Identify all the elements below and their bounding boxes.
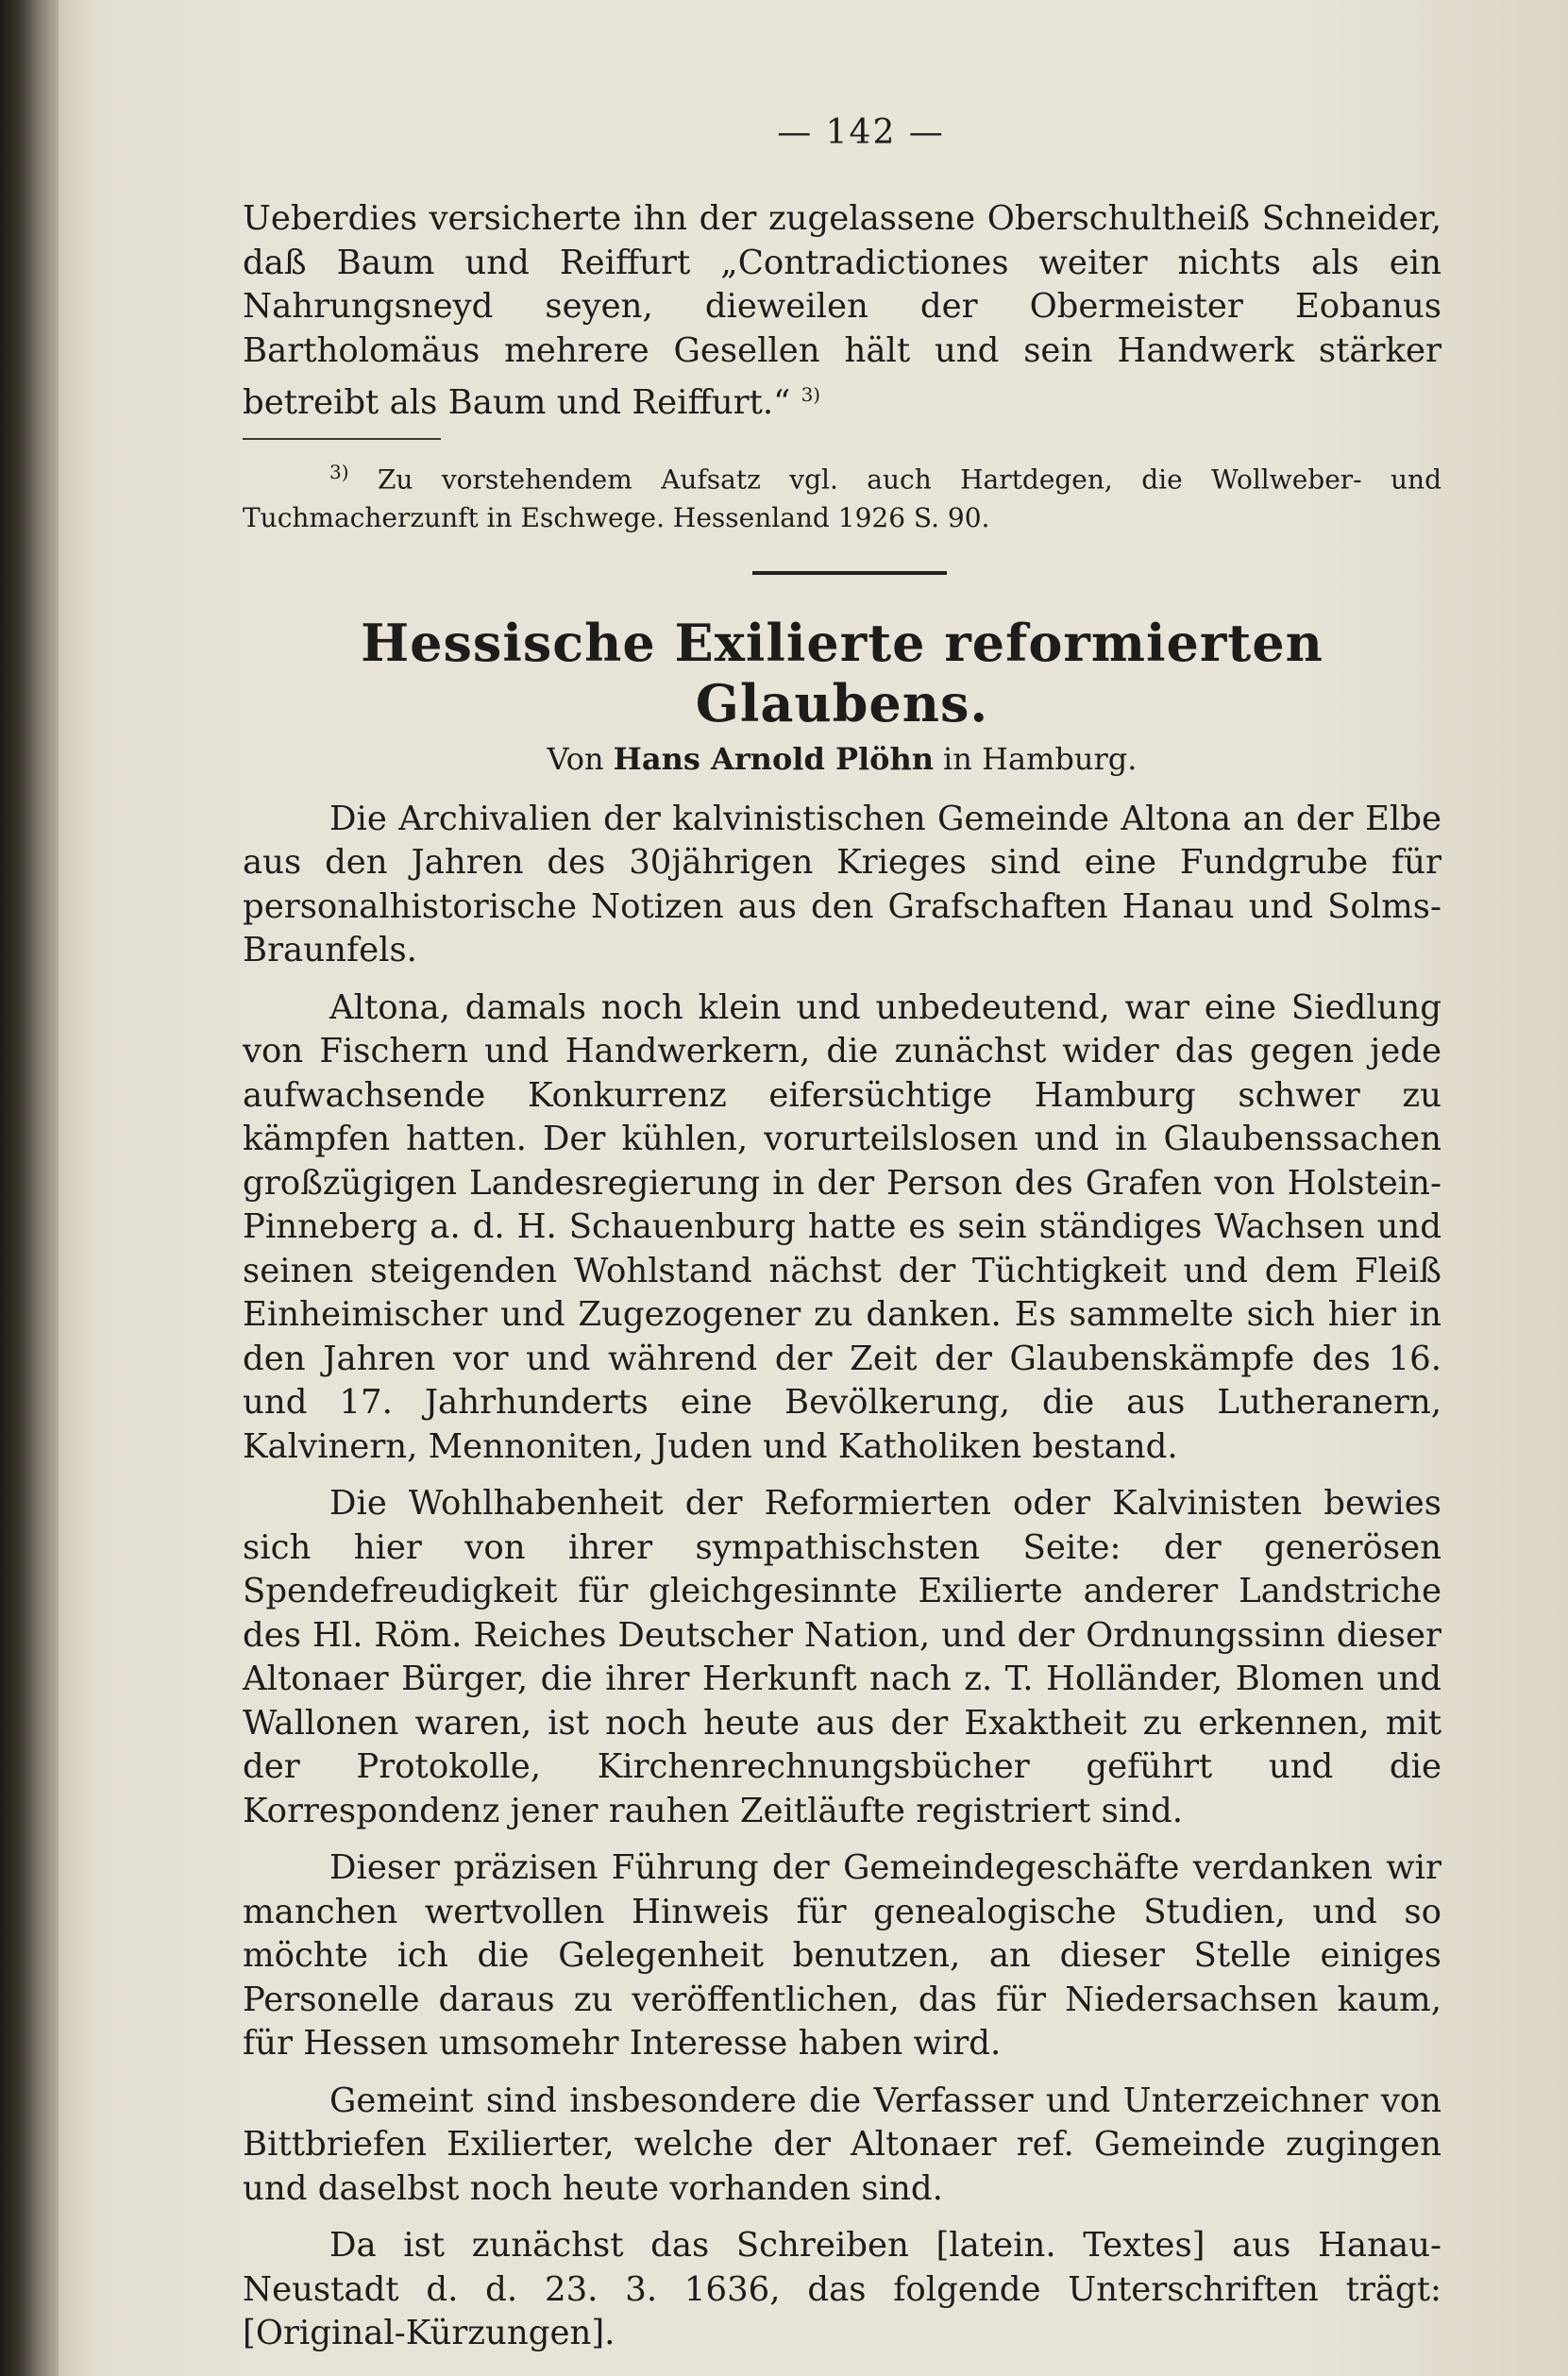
article-paragraph-1: Die Archivalien der kalvinistischen Gemeinde Altona an der Elbe aus den Jahren des 30jährigen Krieges sind eine Fundgrube für personalhistorische Notizen aus den Grafschaften Hanau und Solms-Braunfels.	[243, 799, 1442, 970]
footnote	[243, 453, 1442, 536]
footnote-divider	[243, 438, 441, 440]
article-byline	[243, 741, 1442, 777]
article-paragraph-6: Da ist zunächst das Schreiben [latein. Textes] aus Hanau-Neustadt d. d. 23. 3. 1636, das folgende Unterschriften trägt: [Original-Kürzungen].	[243, 2226, 1442, 2353]
page-number: — 142 —	[777, 113, 945, 152]
article-paragraph-2: Altona, damals noch klein und unbedeutend, war eine Siedlung von Fischern und Handwerkern, die zunächst wider das gegen jede aufwachsende Konkurrenz eifersüchtige Hamburg schwer zu kämpfen hatten. Der kühlen, vorurteilslosen und in Glaubenssachen großzügigen Landesregierung in der Person des Grafen von Holstein-Pinneberg a. d. H. Schauenburg hatte es sein ständiges Wachsen und seinen steigenden Wohlstand nächst der Tüchtigkeit und dem Fleiß Einheimischer und Zugezogener zu danken. Es sammelte sich hier in den Jahren vor und während der Zeit der Glaubenskämpfe des 16. und 17. Jahrhunderts eine Bevölkerung, die aus Lutheranern, Kalvinern, Mennoniten, Juden und Katholiken bestand.	[243, 987, 1442, 1466]
intro-paragraph-text: Ueberdies versicherte ihn der zugelassene Oberschultheiß Schneider, daß Baum und Reiffurt „Contradictiones weiter nichts als ein Nahrungsneyd seyen, dieweilen der Obermeister Eobanus Bartholomäus mehrere Gesellen hält und sein Handwerk stärker betreibt als Baum und Reiffurt.“	[243, 199, 1442, 422]
intro-paragraph	[243, 197, 1442, 425]
article-title: Hessische Exilierte reformierten Glaubens.	[361, 612, 1324, 733]
footnote-reference: 3)	[801, 383, 821, 406]
byline-prefix: Von	[547, 740, 604, 777]
byline-suffix: in Hamburg.	[943, 740, 1138, 777]
footnote-text: Zu vorstehendem Aufsatz vgl. auch Hartdegen, die Wollweber- und Tuchmacherzunft in Eschwege. Hessenland 1926 S. 90.	[243, 463, 1442, 533]
footnote-mark: 3)	[329, 461, 349, 484]
book-page	[59, 0, 1568, 2376]
section-separator	[752, 571, 947, 575]
byline-author: Hans Arnold Plöhn	[613, 740, 935, 777]
article-paragraph-3: Die Wohlhabenheit der Reformierten oder Kalvinisten bewies sich hier von ihrer sympathischsten Seite: der generösen Spendefreudigkeit für gleichgesinnte Exilierte anderer Landstriche des Hl. Röm. Reiches Deutscher Nation, und der Ordnungssinn dieser Altonaer Bürger, die ihrer Herkunft nach z. T. Holländer, Blomen und Wallonen waren, ist noch heute aus der Exaktheit zu erkennen, mit der Protokolle, Kirchenrechnungsbücher geführt und die Korrespondenz jener rauhen Zeitläufte registriert sind.	[243, 1484, 1442, 1830]
article-paragraph-4: Dieser präzisen Führung der Gemeindegeschäfte verdanken wir manchen wertvollen Hinweis für genealogische Studien, und so möchte ich die Gelegenheit benutzen, an dieser Stelle einiges Personelle daraus zu veröffentlichen, das für Niedersachsen kaum, für Hessen umsomehr Interesse haben wird.	[243, 1848, 1442, 2064]
page-content	[243, 113, 1442, 2369]
book-gutter	[0, 0, 66, 2376]
article-paragraph-5: Gemeint sind insbesondere die Verfasser und Unterzeichner von Bittbriefen Exilierter, welche der Altonaer ref. Gemeinde zugingen und daselbst noch heute vorhanden sind.	[243, 2081, 1442, 2208]
